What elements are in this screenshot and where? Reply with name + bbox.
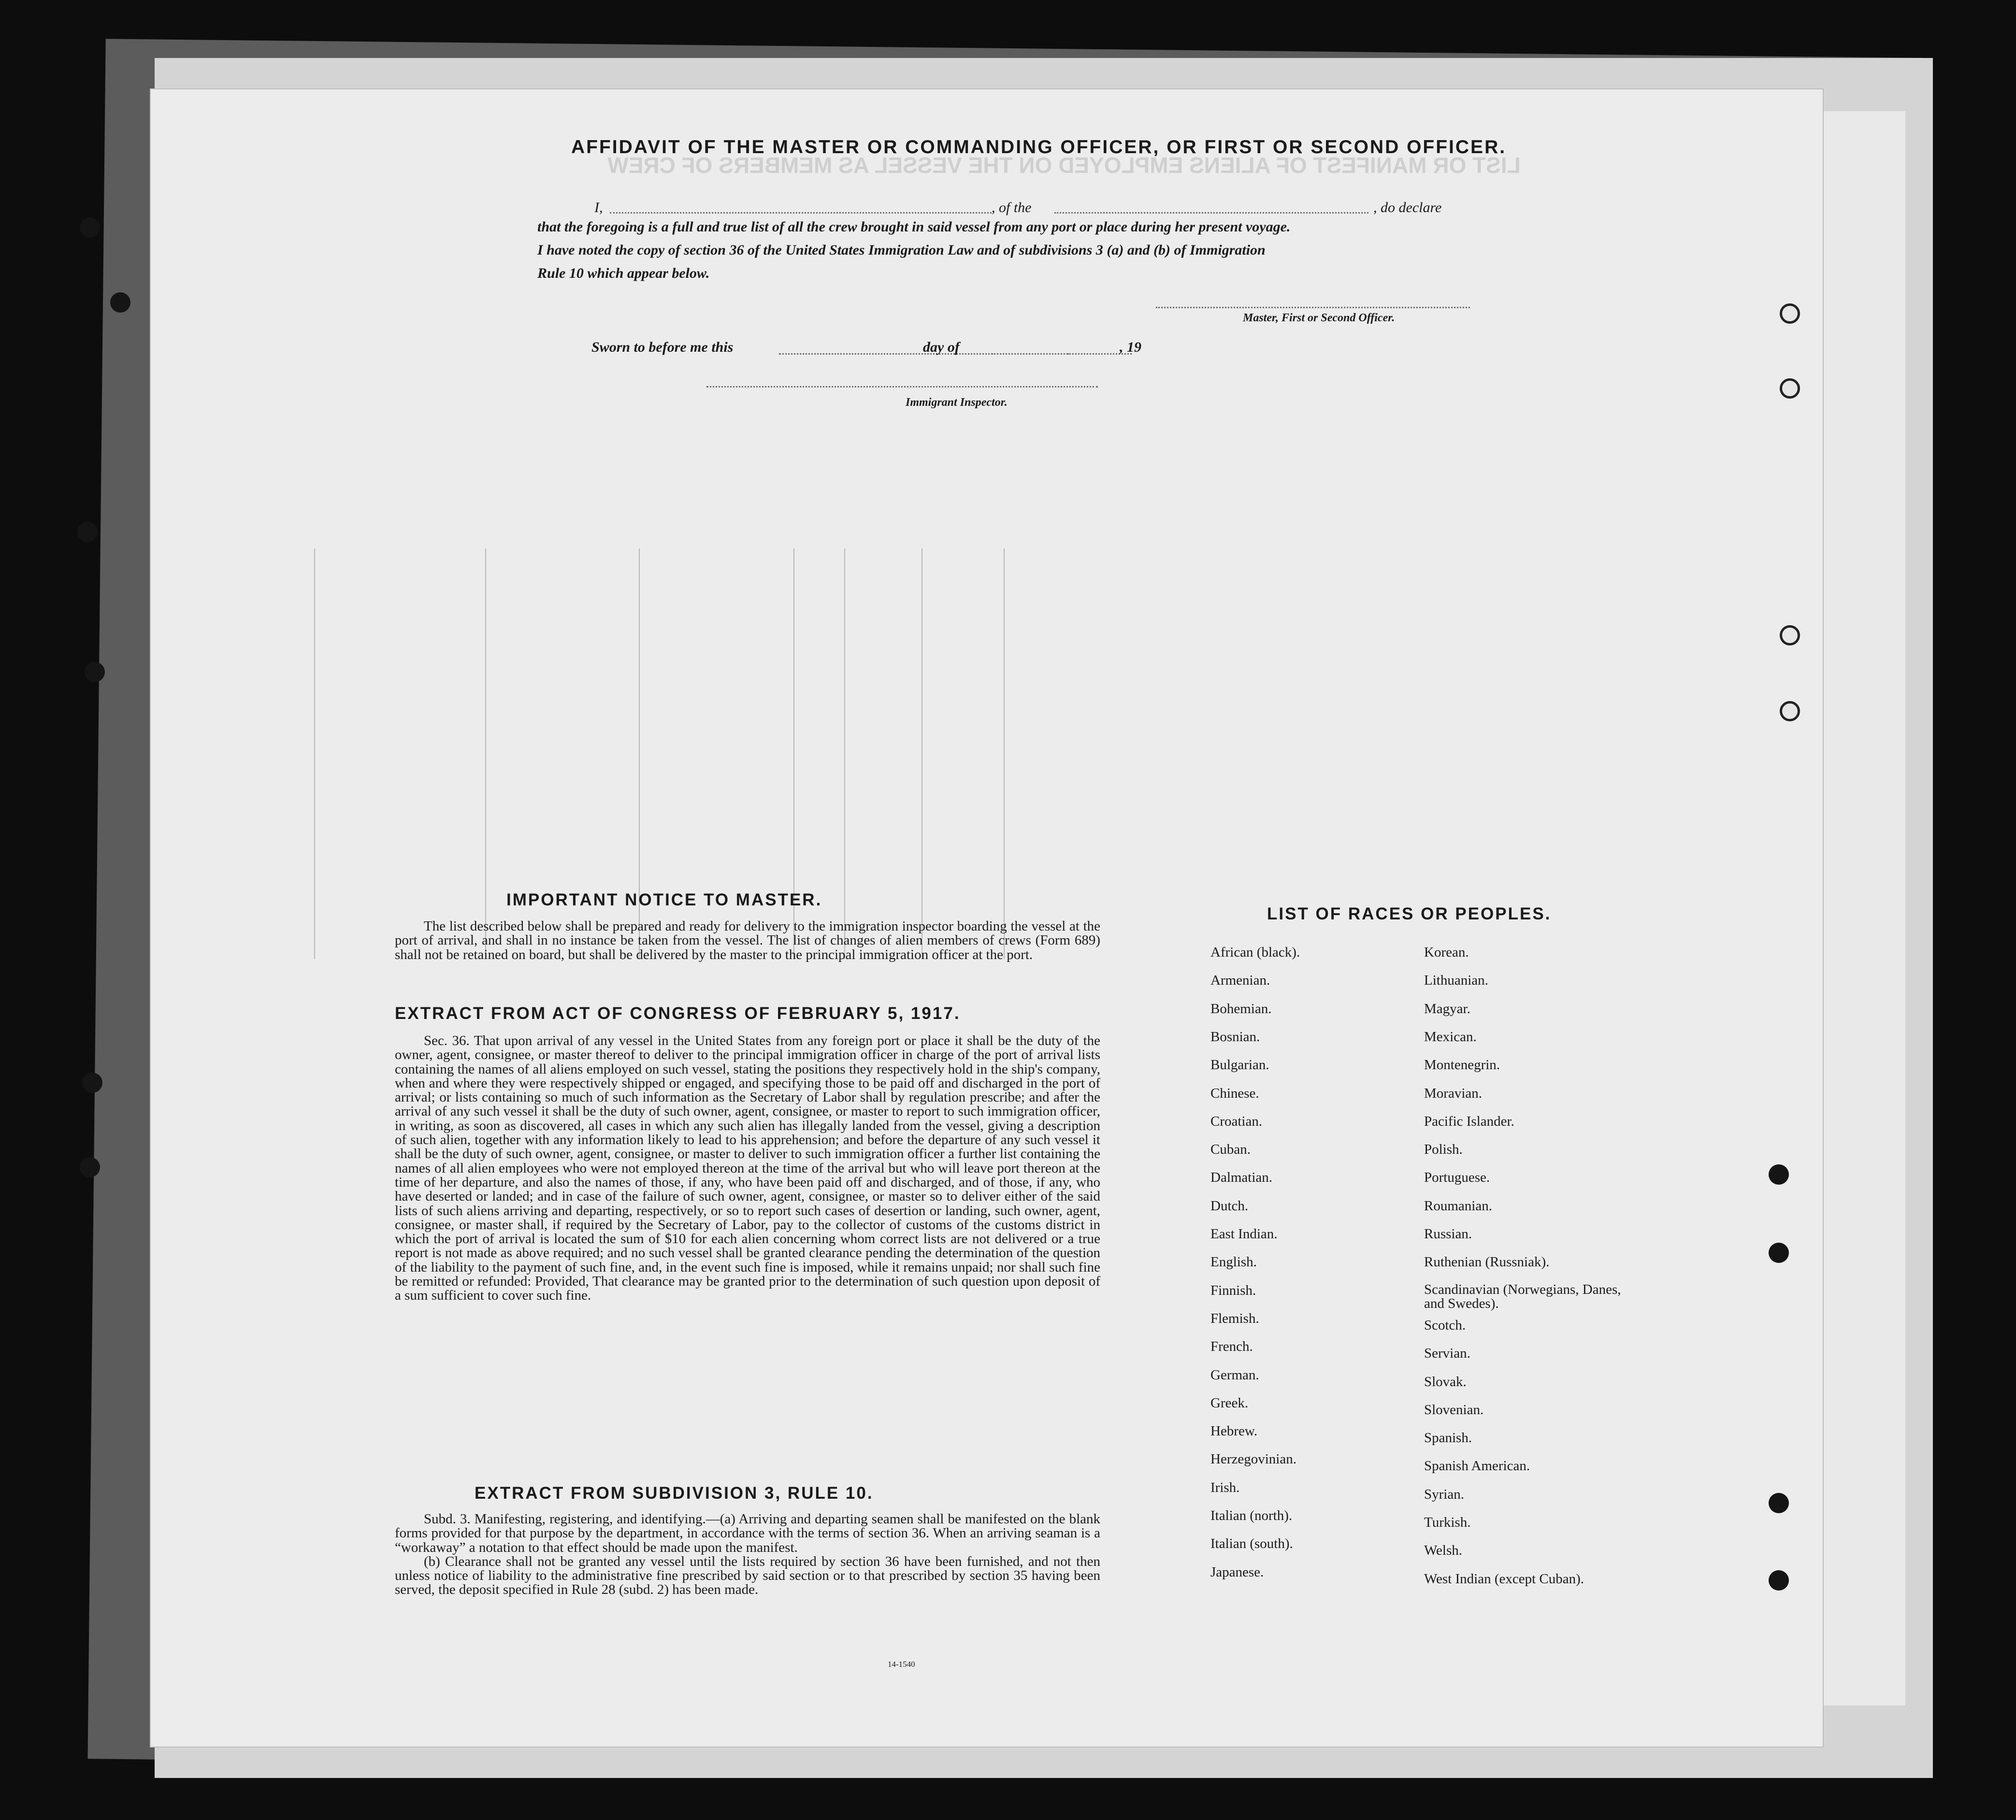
sworn-day-of: day of	[923, 339, 960, 355]
ghost-column-line	[844, 548, 845, 959]
race-item: Roumanian.	[1424, 1198, 1492, 1214]
affidavit-page	[151, 89, 1823, 1747]
binder-hole-icon	[1780, 625, 1800, 645]
punch-hole-icon	[1769, 1243, 1789, 1263]
race-item: African (black).	[1210, 945, 1300, 960]
affidavit-of-the: , of the	[992, 200, 1032, 215]
races-title: LIST OF RACES OR PEOPLES.	[1267, 904, 1552, 923]
notice-body: The list described below shall be prepared and ready for delivery to the immigration inspector boarding the vessel at the port of arrival, and shall in no instance be taken from the vessel. The list of changes of alien members of crews (Form 689) shall not be retained on board, but shall be delivered by the master to the principal immigration officer at the port.	[395, 918, 1100, 962]
punch-hole-icon	[1769, 1164, 1789, 1185]
race-item: Japanese.	[1210, 1564, 1264, 1580]
race-item: Ruthenian (Russniak).	[1424, 1254, 1550, 1270]
race-item: Welsh.	[1424, 1543, 1463, 1559]
race-item: Spanish.	[1424, 1430, 1472, 1446]
race-item: East Indian.	[1210, 1226, 1278, 1242]
binder-hole-icon	[82, 1073, 102, 1093]
race-item: Magyar.	[1424, 1001, 1470, 1017]
race-item: Armenian.	[1210, 973, 1270, 989]
race-item: Greek.	[1210, 1395, 1249, 1411]
race-item: German.	[1210, 1367, 1259, 1383]
rule-para-a: Subd. 3. Manifesting, registering, and identifying.—(a) Arriving and departing seamen shall be manifested on the blank forms provided for that purpose by the department, in accordance with the terms of section 36. When an arriving seaman is a “workaway” a notation to that effect should be made upon the manifest.	[395, 1511, 1100, 1555]
race-item: Scandinavian (Norwegians, Danes, and Swedes).	[1424, 1281, 1621, 1311]
race-item: French.	[1210, 1339, 1253, 1355]
race-item: Irish.	[1210, 1479, 1240, 1495]
rule-para-b: (b) Clearance shall not be granted any vessel until the lists required by section 36 have been furnished, and not then unless notice of liability to the administrative fine prescribed by said section or to that prescribed by section 35 having been served, the deposit specified in Rule 28 (subd. 2) has been made.	[395, 1553, 1100, 1598]
affidavit-title: AFFIDAVIT OF THE MASTER OR COMMANDING OFFICER, OR FIRST OR SECOND OFFICER.	[571, 137, 1507, 158]
race-item: Pacific Islander.	[1424, 1113, 1514, 1129]
race-item: Moravian.	[1424, 1085, 1482, 1101]
ghost-column-line	[485, 548, 486, 959]
race-item: Korean.	[1424, 945, 1469, 960]
race-item: Bosnian.	[1210, 1029, 1260, 1045]
affidavit-i: I,	[594, 200, 603, 215]
notice-title: IMPORTANT NOTICE TO MASTER.	[506, 890, 822, 909]
race-item: Dalmatian.	[1210, 1170, 1273, 1186]
binder-hole-icon	[85, 662, 105, 682]
binder-hole-icon	[1780, 303, 1800, 324]
race-item: Herzegovinian.	[1210, 1451, 1296, 1467]
inspector-label: Immigrant Inspector.	[906, 396, 1008, 409]
binder-hole-icon	[1780, 378, 1800, 399]
race-item: West Indian (except Cuban).	[1424, 1571, 1584, 1587]
race-item: Cuban.	[1210, 1142, 1251, 1158]
race-item: Turkish.	[1424, 1515, 1471, 1530]
sworn-year: , 19	[1120, 339, 1141, 355]
race-item: Slovak.	[1424, 1374, 1467, 1390]
vessel-name-field[interactable]	[1054, 212, 1368, 214]
extract-rule-body	[395, 1512, 1100, 1597]
race-item: Polish.	[1424, 1142, 1463, 1158]
race-item: Servian.	[1424, 1346, 1470, 1361]
officer-name-field[interactable]	[610, 212, 992, 214]
punch-hole-icon	[1769, 1493, 1789, 1513]
race-item: Croatian.	[1210, 1113, 1263, 1129]
race-item: Italian (south).	[1210, 1536, 1293, 1552]
ghost-column-line	[1004, 548, 1005, 959]
form-number: 14-1540	[888, 1660, 915, 1669]
punch-hole-icon	[1769, 1570, 1789, 1591]
race-item: Portuguese.	[1424, 1170, 1490, 1186]
race-item: Slovenian.	[1424, 1402, 1484, 1418]
race-item: Mexican.	[1424, 1029, 1477, 1045]
race-item: Lithuanian.	[1424, 973, 1488, 989]
race-item: Bulgarian.	[1210, 1057, 1269, 1073]
extract-act-title: EXTRACT FROM ACT OF CONGRESS OF FEBRUARY 5, 1917.	[395, 1004, 961, 1023]
ghost-column-line	[314, 548, 315, 959]
affidavit-declare: , do declare	[1373, 200, 1442, 215]
inspector-signature-field[interactable]	[706, 386, 1098, 387]
race-item: Scotch.	[1424, 1317, 1466, 1333]
extract-act-body: Sec. 36. That upon arrival of any vessel in the United States from any foreign port or place it shall be the duty of the owner, agent, consignee, or master thereof to deliver to the principal immigration officer in charge of the port of arrival lists containing the names of all aliens employed on such vessel, stating the positions they respectively hold in the ship's company, when and where they were respectively shipped or engaged, and specifying those to be paid off and discharged in the port of arrival; or lists containing so much of such information as the Secretary of Labor shall by regulation prescribe; and after the arrival of any such vessel it shall be the duty of such owner, agent, consignee, or master to report to such immigration officer, in writing, as soon as discovered, all cases in which any such alien has illegally landed from the vessel, giving a description of such alien, together with any information likely to lead to his apprehension; and before the departure of any such vessel it shall be the duty of such owner, agent, consignee, or master to deliver to such immigration officer a further list containing the names of all alien employees who were not employed thereon at the time of the arrival but who will leave port thereon at the time of her departure, and also the names of those, if any, who have been paid off and discharged, and of those, if any, who have deserted or landed; and in case of the failure of such owner, agent, consignee, or master so to deliver either of the said lists of such aliens arriving and departing, respectively, or so to report such cases of desertion or landing, such owner, agent, consignee, or master shall, if required by the Secretary of Labor, pay to the collector of customs of the customs district in which the port of arrival is located the sum of $10 for each alien concerning whom correct lists are not delivered or a true report is not made as above required; and no such vessel shall be granted clearance pending the determination of the question of the liability to the payment of such fine, and, in the event such fine is imposed, while it remains unpaid; nor shall such fine be remitted or refunded: Provided, That clearance may be granted prior to the determination of such question upon deposit of a sum sufficient to cover such fine.	[395, 1033, 1100, 1304]
race-item: Syrian.	[1424, 1486, 1464, 1502]
race-item: Finnish.	[1210, 1282, 1256, 1298]
affidavit-line-4: Rule 10 which appear below.	[537, 265, 710, 281]
race-item: Russian.	[1424, 1226, 1472, 1242]
binder-hole-icon	[80, 217, 100, 238]
sworn-month-field[interactable]	[992, 353, 1132, 355]
master-signature-label: Master, First or Second Officer.	[1243, 312, 1395, 324]
race-item: Chinese.	[1210, 1085, 1259, 1101]
binder-hole-icon	[110, 292, 130, 313]
affidavit-line-3: I have noted the copy of section 36 of the United States Immigration Law and of subdivisions 3 (a) and (b) of Immigration	[537, 242, 1266, 258]
sworn-prefix: Sworn to before me this	[591, 339, 734, 355]
affidavit-line-2: that the foregoing is a full and true list of all the crew brought in said vessel from any port or place during her present voyage.	[537, 219, 1291, 235]
race-item: English.	[1210, 1254, 1257, 1270]
master-signature-field[interactable]	[1156, 307, 1470, 308]
race-item: Flemish.	[1210, 1310, 1259, 1326]
race-item: Dutch.	[1210, 1198, 1249, 1214]
bleed-through-title: LIST OR MANIFEST OF ALIENS EMPLOYED ON THE VESSEL AS MEMBERS OF CREW	[607, 153, 1521, 178]
race-item: Italian (north).	[1210, 1508, 1293, 1523]
race-item: Montenegrin.	[1424, 1057, 1500, 1073]
race-item: Bohemian.	[1210, 1001, 1272, 1017]
race-item: Spanish American.	[1424, 1458, 1530, 1474]
race-item: Hebrew.	[1210, 1423, 1258, 1439]
extract-rule-title: EXTRACT FROM SUBDIVISION 3, RULE 10.	[475, 1484, 874, 1503]
binder-hole-icon	[80, 1157, 100, 1177]
binder-hole-icon	[77, 522, 98, 542]
binder-hole-icon	[1780, 701, 1800, 721]
